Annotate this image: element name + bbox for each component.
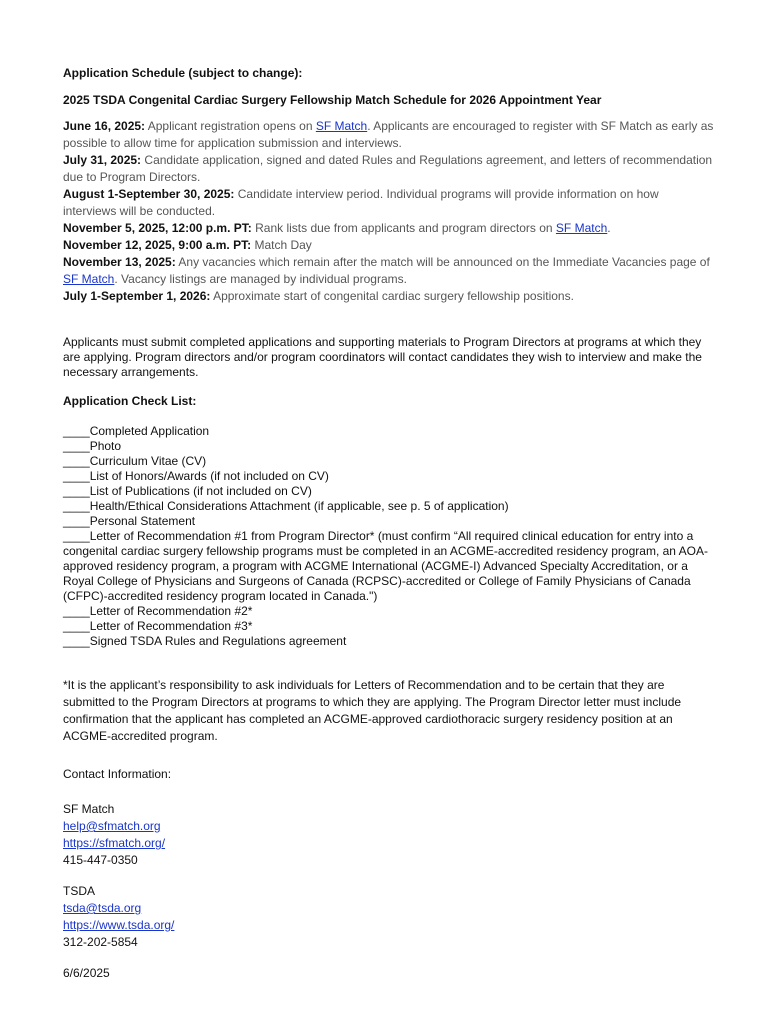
schedule-text: Applicant registration opens on — [145, 119, 316, 133]
contact-name: SF Match — [63, 802, 115, 816]
checklist-item: ____Letter of Recommendation #2* — [63, 604, 253, 618]
schedule-text: Rank lists due from applicants and program directors on — [251, 221, 556, 235]
schedule-item — [63, 288, 715, 305]
schedule-text: . — [607, 221, 611, 235]
checklist-item: ____Health/Ethical Considerations Attachment (if applicable, see p. 5 of application) — [63, 499, 509, 513]
schedule-item — [63, 152, 715, 186]
schedule-item — [63, 254, 715, 288]
checklist-item: ____Photo — [63, 439, 122, 453]
schedule-item — [63, 237, 715, 254]
checklist-item: ____Curriculum Vitae (CV) — [63, 454, 207, 468]
contact-phone: 415-447-0350 — [63, 853, 138, 867]
intro-paragraph: Applicants must submit completed applications and supporting materials to Program Directors at programs at which they are applying. Program directors and/or program coordinators will contact candidates they wish to interview and make the necessary arrangements. — [63, 335, 702, 379]
checklist-item: ____Letter of Recommendation #1 from Program Director* (must confirm “All required clinical education for entry into a congenital cardiac surgery fellowship programs must be completed in an ACGME-accredited residency program, an AOA-approved residency program, a program with ACGME International (ACGME-I) Advanced Specialty Accreditation, or a Royal College of Physicians and Surgeons of Canada (RCPSC)-accredited or College of Family Physicians of Canada (CFPC)-accredited residency program located in Canada.") — [63, 529, 708, 603]
checklist-item: ____List of Publications (if not included on CV) — [63, 484, 312, 498]
schedule-text: Candidate application, signed and dated Rules and Regulations agreement, and letters of recommendation due to Program Directors. — [63, 153, 713, 184]
schedule-text: Candidate interview period. Individual programs will provide information on how interviews will be conducted. — [63, 187, 659, 218]
sfmatch-url-link[interactable]: https://sfmatch.org/ — [63, 836, 166, 850]
document-date: 6/6/2025 — [63, 966, 110, 980]
schedule-date: November 13, 2025: — [63, 255, 176, 269]
checklist-item: ____Letter of Recommendation #3* — [63, 619, 253, 633]
tsda-contact — [63, 883, 715, 951]
contact-phone: 312-202-5854 — [63, 935, 138, 949]
schedule-subheading: 2025 TSDA Congenital Cardiac Surgery Fellowship Match Schedule for 2026 Appointment Year — [63, 93, 602, 107]
schedule-date: July 1-September 1, 2026: — [63, 289, 211, 303]
schedule-date: August 1-September 30, 2025: — [63, 187, 235, 201]
schedule-item — [63, 186, 715, 220]
schedule-date: June 16, 2025: — [63, 119, 146, 133]
schedule-heading: Application Schedule (subject to change): — [63, 66, 303, 80]
schedule-item — [63, 220, 715, 237]
checklist — [63, 424, 715, 649]
checklist-item: ____List of Honors/Awards (if not included on CV) — [63, 469, 329, 483]
checklist-item: ____Signed TSDA Rules and Regulations agreement — [63, 634, 347, 648]
schedule-date: November 5, 2025, 12:00 p.m. PT: — [63, 221, 252, 235]
checklist-item: ____Personal Statement — [63, 514, 196, 528]
sf-match-link[interactable]: SF Match — [63, 272, 115, 286]
sfmatch-contact — [63, 801, 715, 869]
contact-title: Contact Information: — [63, 767, 172, 781]
sf-match-link[interactable]: SF Match — [555, 221, 608, 235]
tsda-email-link[interactable]: tsda@tsda.org — [63, 901, 142, 915]
checklist-item: ____Completed Application — [63, 424, 210, 438]
schedule-text: Match Day — [251, 238, 312, 252]
schedule-date: November 12, 2025, 9:00 a.m. PT: — [63, 238, 252, 252]
sfmatch-email-link[interactable]: help@sfmatch.org — [63, 819, 161, 833]
tsda-url-link[interactable]: https://www.tsda.org/ — [63, 918, 175, 932]
checklist-title: Application Check List: — [63, 394, 197, 408]
document-page — [63, 66, 715, 982]
schedule-date: July 31, 2025: — [63, 153, 142, 167]
contact-name: TSDA — [63, 884, 96, 898]
schedule-list — [63, 118, 715, 305]
schedule-item — [63, 118, 715, 152]
schedule-text: . Vacancy listings are managed by individual programs. — [114, 272, 407, 286]
schedule-text: Approximate start of congenital cardiac surgery fellowship positions. — [210, 289, 574, 303]
footnote: *It is the applicant’s responsibility to ask individuals for Letters of Recommendation and to be certain that they are submitted to the Program Directors at programs to which they are applying. The Program Director letter must include confirmation that the applicant has completed an ACGME-approved cardiothoracic surgery residency position at an ACGME-accredited program. — [63, 678, 682, 743]
sf-match-link[interactable]: SF Match — [315, 119, 368, 133]
schedule-text: . Applicants are encouraged to register with SF Match as early as possible to allow time for application submission and interviews. — [63, 119, 714, 150]
schedule-text: Any vacancies which remain after the match will be announced on the Immediate Vacancies page of — [175, 255, 710, 269]
